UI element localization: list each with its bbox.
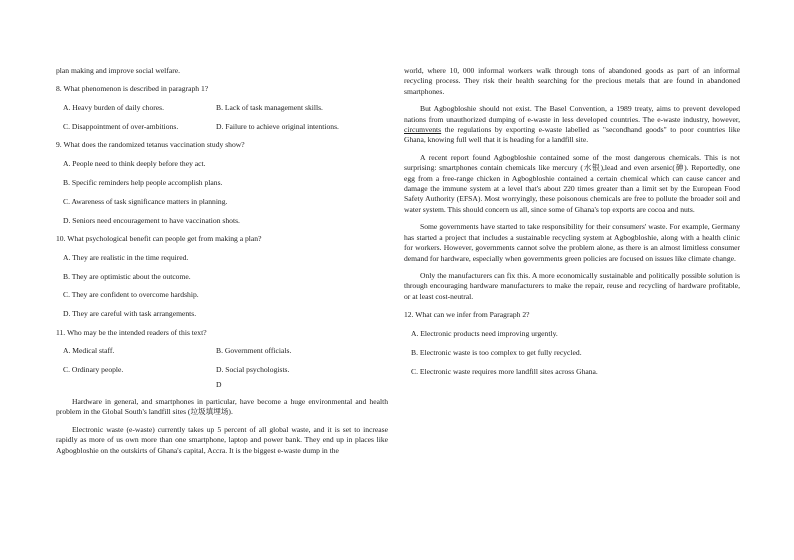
- q11-option-b: B. Government officials.: [216, 346, 292, 356]
- q9-option-b: B. Specific reminders help people accomplish plans.: [63, 178, 223, 187]
- q11-option-d: D. Social psychologists.: [216, 365, 290, 375]
- q11-option-c: C. Ordinary people.: [63, 365, 124, 375]
- passage-paragraph-2: Electronic waste (e-waste) currently takes up 5 percent of all global waste, and it is set to increase rapidly as more of us own more than one smartphone, laptop and power bank. They end up in places like Agbogbloshie on the outskirts of Ghana's capital, Accra. It is the biggest e-waste dump in the: [56, 424, 388, 455]
- q11-option-a: A. Medical staff.: [63, 346, 115, 356]
- q10-option-a: A. They are realistic in the time required.: [63, 252, 189, 262]
- q9-option-a: A. People need to think deeply before they act.: [63, 159, 206, 169]
- passage-paragraph-chemicals: A recent report found Agbogbloshie contained some of the most dangerous chemicals. This is not surprising: smartphones contain chemicals like mercury (水银),lead and even arsenic(砷). Reportedly, one egg from a free-range chicken in Agbogbloshie contained a certain chemical which can cause cancer and damage the immune system at a level that's about 220 times greater than a limit set by the European Food Safety Authority (EFSA). Most worryingly, these poisonous chemicals are free to pollute the broader soil and water system. This should concern us all, since some of Ghana's top exports are cocoa and nuts.: [404, 152, 740, 214]
- passage-paragraph-basel: [404, 104, 740, 146]
- question-9: 9. What does the randomized tetanus vaccination study show?: [56, 140, 245, 150]
- question-8-options-row-1: [56, 103, 388, 113]
- q9-option-d: D. Seniors need encouragement to have vaccination shots.: [63, 215, 240, 225]
- q12-option-a: A. Electronic products need improving urgently.: [411, 328, 558, 338]
- q10-option-d: D. They are careful with task arrangements.: [63, 309, 197, 319]
- q8-option-c: C. Disappointment of over-ambitions.: [63, 122, 179, 131]
- q8-option-a: A. Heavy burden of daily chores.: [63, 103, 165, 113]
- q8-option-b: B. Lack of task management skills.: [216, 103, 323, 113]
- basel-text-part-2: the regulations by exporting e-waste labelled as "secondhand goods" to poor countries like Ghana, knowing full well that it is heading for a landfill site.: [404, 125, 740, 145]
- basel-text-part-1: But Agbogbloshie should not exist. The Basel Convention, a 1989 treaty, aims to prevent developed nations from unauthorized dumping of e-waste in less developed countries. The e-waste industry, however,: [404, 104, 740, 124]
- question-8: 8. What phenomenon is described in paragraph 1?: [56, 84, 209, 94]
- question-11-options-row-1: [56, 346, 388, 356]
- question-8-options-row-2: [56, 122, 388, 132]
- q11-stray-letter: D: [216, 379, 222, 389]
- q10-option-b: B. They are optimistic about the outcome.: [63, 271, 191, 281]
- passage-paragraph-governments: Some governments have started to take responsibility for their consumers' waste. For example, Germany has started a project that includes a sustainable recycling system at Agbogbloshie, along with a health clinic for workers. However, governments cannot solve the problem alone, as there is an almost limitless consumer demand for hardware, especially when governments green policies are focused on issues like climate change.: [404, 222, 740, 263]
- passage-continued: world, where 10, 000 informal workers walk through tons of abandoned goods as part of an informal recycling process. They risk their health searching for the precious metals that are found in abandoned smartphones.: [404, 66, 740, 96]
- underlined-word: circumvents: [404, 125, 442, 135]
- q10-option-c: C. They are confident to overcome hardship.: [63, 290, 199, 300]
- q12-option-c: C. Electronic waste requires more landfill sites across Ghana.: [411, 366, 598, 376]
- passage-paragraph-1: Hardware in general, and smartphones in particular, have become a huge environmental and health problem in the Global South's landfill sites (垃圾填埋场).: [56, 397, 388, 417]
- q12-option-b: B. Electronic waste is too complex to get fully recycled.: [411, 347, 582, 357]
- q8-option-d: D. Failure to achieve original intentions.: [216, 122, 339, 131]
- question-10: 10. What psychological benefit can people get from making a plan?: [56, 234, 262, 243]
- question-12: 12. What can we infer from Paragraph 2?: [404, 310, 530, 320]
- intro-text: plan making and improve social welfare.: [56, 66, 180, 75]
- q9-option-c: C. Awareness of task significance matters in planning.: [63, 196, 228, 206]
- question-11-options-row-2: [56, 365, 388, 375]
- passage-paragraph-manufacturers: Only the manufacturers can fix this. A more economically sustainable and politically possible solution is through encouraging hardware manufacturers to make the repair, reuse and recycling of hardware profitable, or at least cost-neutral.: [404, 270, 740, 301]
- right-column: [404, 66, 740, 377]
- left-column: [56, 66, 388, 456]
- question-11: 11. Who may be the intended readers of this text?: [56, 327, 207, 337]
